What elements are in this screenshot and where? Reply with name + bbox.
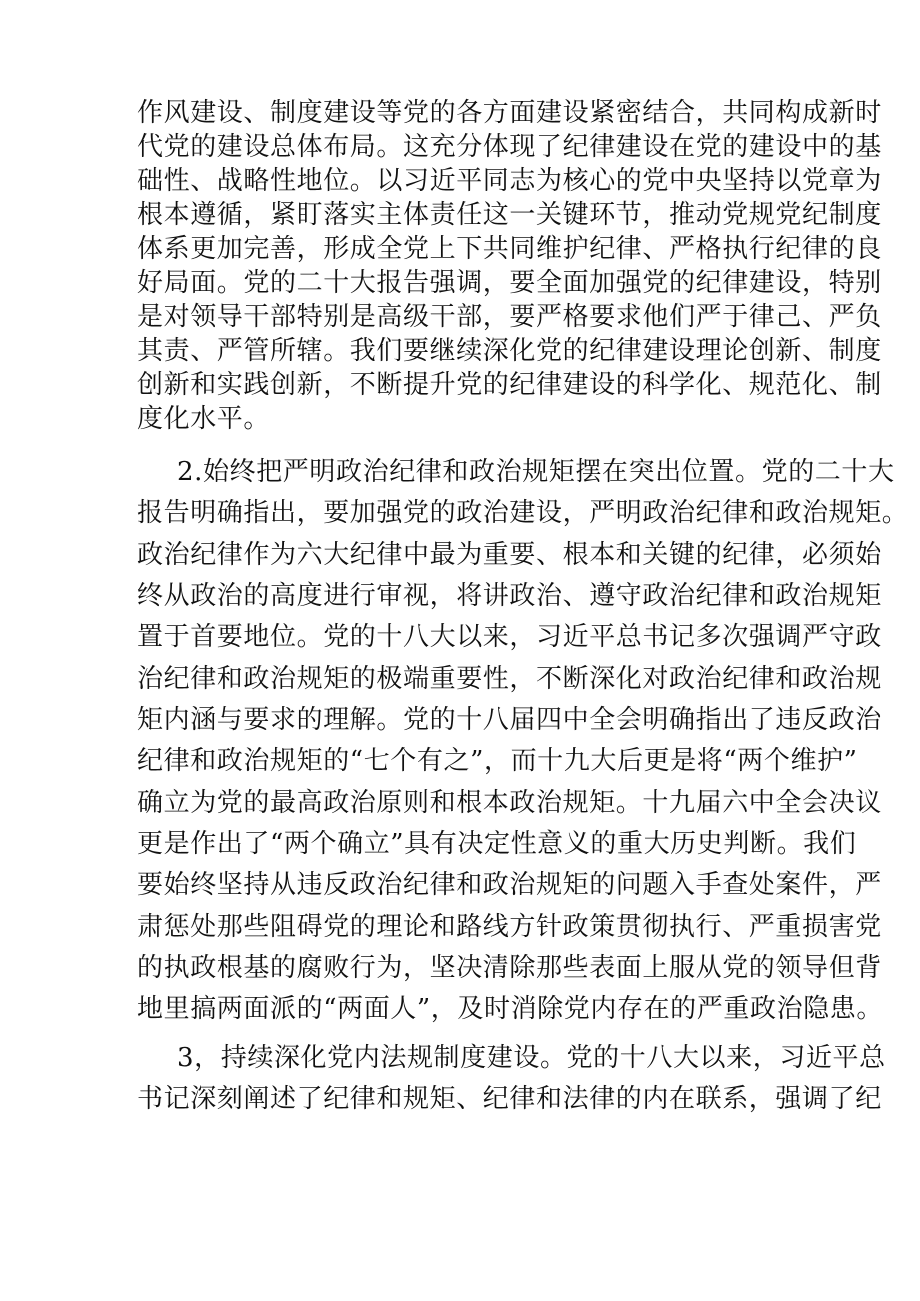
paragraph-line: 度化水平。	[137, 404, 271, 434]
paragraph-line: 的执政根基的腐败行为，坚决清除那些表面上服从党的领导但背	[137, 953, 882, 983]
paragraph-line: 确立为党的最高政治原则和根本政治规矩。十九届六中全会决议	[137, 788, 882, 818]
paragraph-line: 其责、严管所辖。我们要继续深化党的纪律建设理论创新、制度	[137, 336, 882, 366]
paragraph-line: 体系更加完善，形成全党上下共同维护纪律、严格执行纪律的良	[137, 234, 882, 264]
paragraph-line: 作风建设、制度建设等党的各方面建设紧密结合，共同构成新时	[137, 98, 882, 128]
paragraph-line: 肃惩处那些阻碍党的理论和路线方针政策贯彻执行、严重损害党	[137, 912, 882, 942]
paragraph-line: 更是作出了“两个确立”具有决定性意义的重大历史判断。我们	[137, 829, 857, 859]
paragraph-line: 是对领导干部特别是高级干部，要严格要求他们严于律己、严负	[137, 302, 882, 332]
paragraph-line: 3，持续深化党内法规制度建设。党的十八大以来，习近平总	[177, 1043, 886, 1073]
paragraph-line: 书记深刻阐述了纪律和规矩、纪律和法律的内在联系，强调了纪	[137, 1084, 882, 1114]
paragraph-line: 终从政治的高度进行审视，将讲政治、遵守政治纪律和政治规矩	[137, 581, 882, 611]
paragraph-line: 础性、战略性地位。以习近平同志为核心的党中央坚持以党章为	[137, 166, 882, 196]
paragraph-line: 地里搞两面派的“两面人”，及时消除党内存在的严重政治隐患。	[137, 994, 883, 1024]
paragraph-line: 要始终坚持从违反政治纪律和政治规矩的问题入手查处案件，严	[137, 870, 882, 900]
paragraph-line: 纪律和政治规矩的“七个有之”，而十九大后更是将“两个维护”	[137, 746, 858, 776]
paragraph-line: 政治纪律作为六大纪律中最为重要、根本和关键的纪律，必须始	[137, 540, 882, 570]
paragraph-line: 报告明确指出，要加强党的政治建设，严明政治纪律和政治规矩。	[137, 498, 909, 528]
paragraph-line: 好局面。党的二十大报告强调，要全面加强党的纪律建设，特别	[137, 268, 882, 298]
paragraph-line: 置于首要地位。党的十八大以来，习近平总书记多次强调严守政	[137, 622, 882, 652]
paragraph-line: 矩内涵与要求的理解。党的十八届四中全会明确指出了违反政治	[137, 705, 882, 735]
paragraph-line: 代党的建设总体布局。这充分体现了纪律建设在党的建设中的基	[137, 132, 882, 162]
paragraph-line: 治纪律和政治规矩的极端重要性，不断深化对政治纪律和政治规	[137, 664, 882, 694]
paragraph-line: 2.始终把严明政治纪律和政治规矩摆在突出位置。党的二十大	[177, 457, 895, 487]
paragraph-line: 创新和实践创新，不断提升党的纪律建设的科学化、规范化、制	[137, 370, 882, 400]
paragraph-line: 根本遵循，紧盯落实主体责任这一关键环节，推动党规党纪制度	[137, 200, 882, 230]
